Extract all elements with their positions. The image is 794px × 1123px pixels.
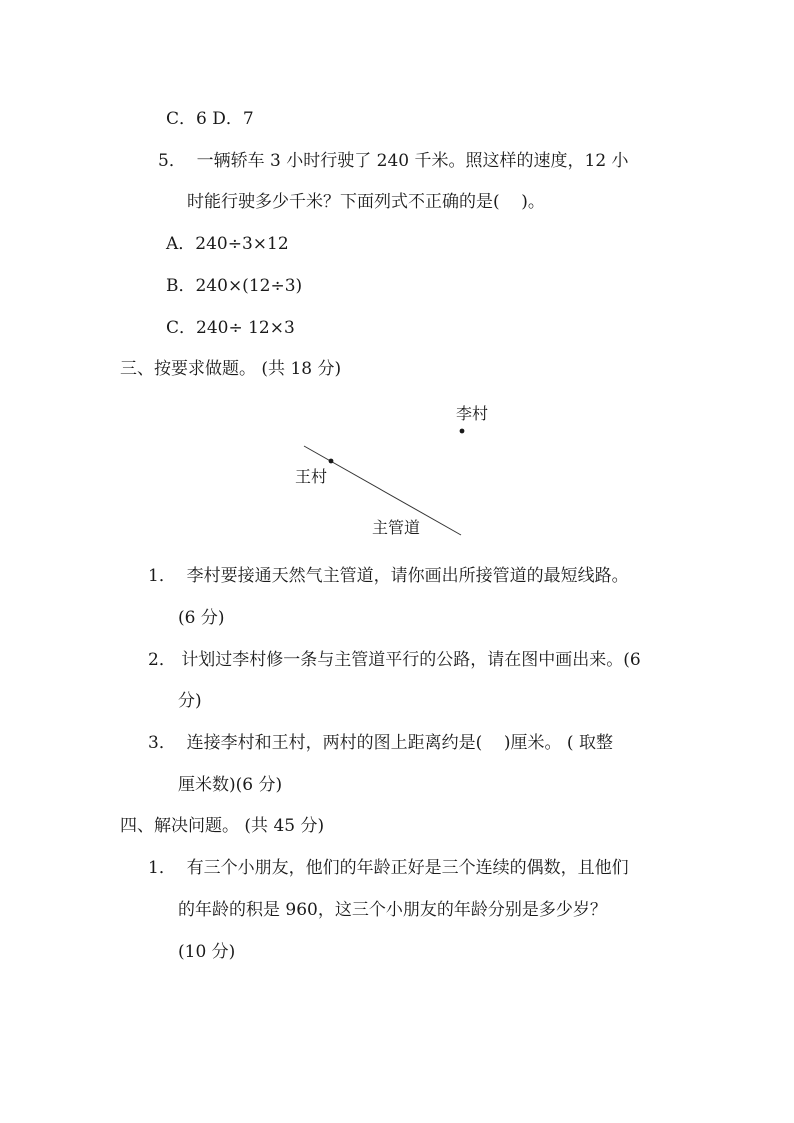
s4-q1-line-3: (10 分): [178, 942, 236, 962]
section-4-heading: 四、解决问题。 (共 45 分): [120, 816, 325, 836]
q5-option-c: C．240÷ 12×3: [166, 318, 295, 338]
village-pipeline-diagram: [280, 388, 500, 548]
s3-q3-line-1: 3． 连接李村和王村，两村的图上距离约是( )厘米。 ( 取整: [148, 733, 613, 753]
section-3-heading: 三、按要求做题。 (共 18 分): [120, 359, 342, 379]
q5-option-a: A．240÷3×12: [166, 234, 289, 254]
s3-q2-line-2: 分): [178, 691, 202, 711]
s3-q2-line-1: 2． 计划过李村修一条与主管道平行的公路，请在图中画出来。(6: [148, 650, 641, 670]
q5-line-2: 时能行驶多少千米？下面列式不正确的是( )。: [187, 192, 545, 212]
s3-q1-line-1: 1． 李村要接通天然气主管道，请你画出所接管道的最短线路。: [148, 566, 629, 586]
s3-q3-line-2: 厘米数)(6 分): [178, 775, 283, 795]
s4-q1-line-1: 1． 有三个小朋友，他们的年龄正好是三个连续的偶数，且他们: [148, 858, 629, 878]
wang-village-label: 王村: [295, 467, 328, 486]
s4-q1-line-2: 的年龄的积是 960，这三个小朋友的年龄分别是多少岁？: [178, 900, 607, 920]
li-village-point: [460, 429, 465, 434]
li-village-label: 李村: [456, 404, 489, 423]
q5-option-b: B．240×(12÷3): [166, 276, 303, 296]
q5-line-1: 5． 一辆轿车 3 小时行驶了 240 千米。照这样的速度，12 小: [158, 151, 629, 171]
wang-village-point: [329, 459, 334, 464]
s3-q1-line-2: (6 分): [178, 608, 225, 628]
pipeline-label: 主管道: [372, 518, 421, 537]
q4-option-c: C．6 D．7: [166, 109, 254, 129]
